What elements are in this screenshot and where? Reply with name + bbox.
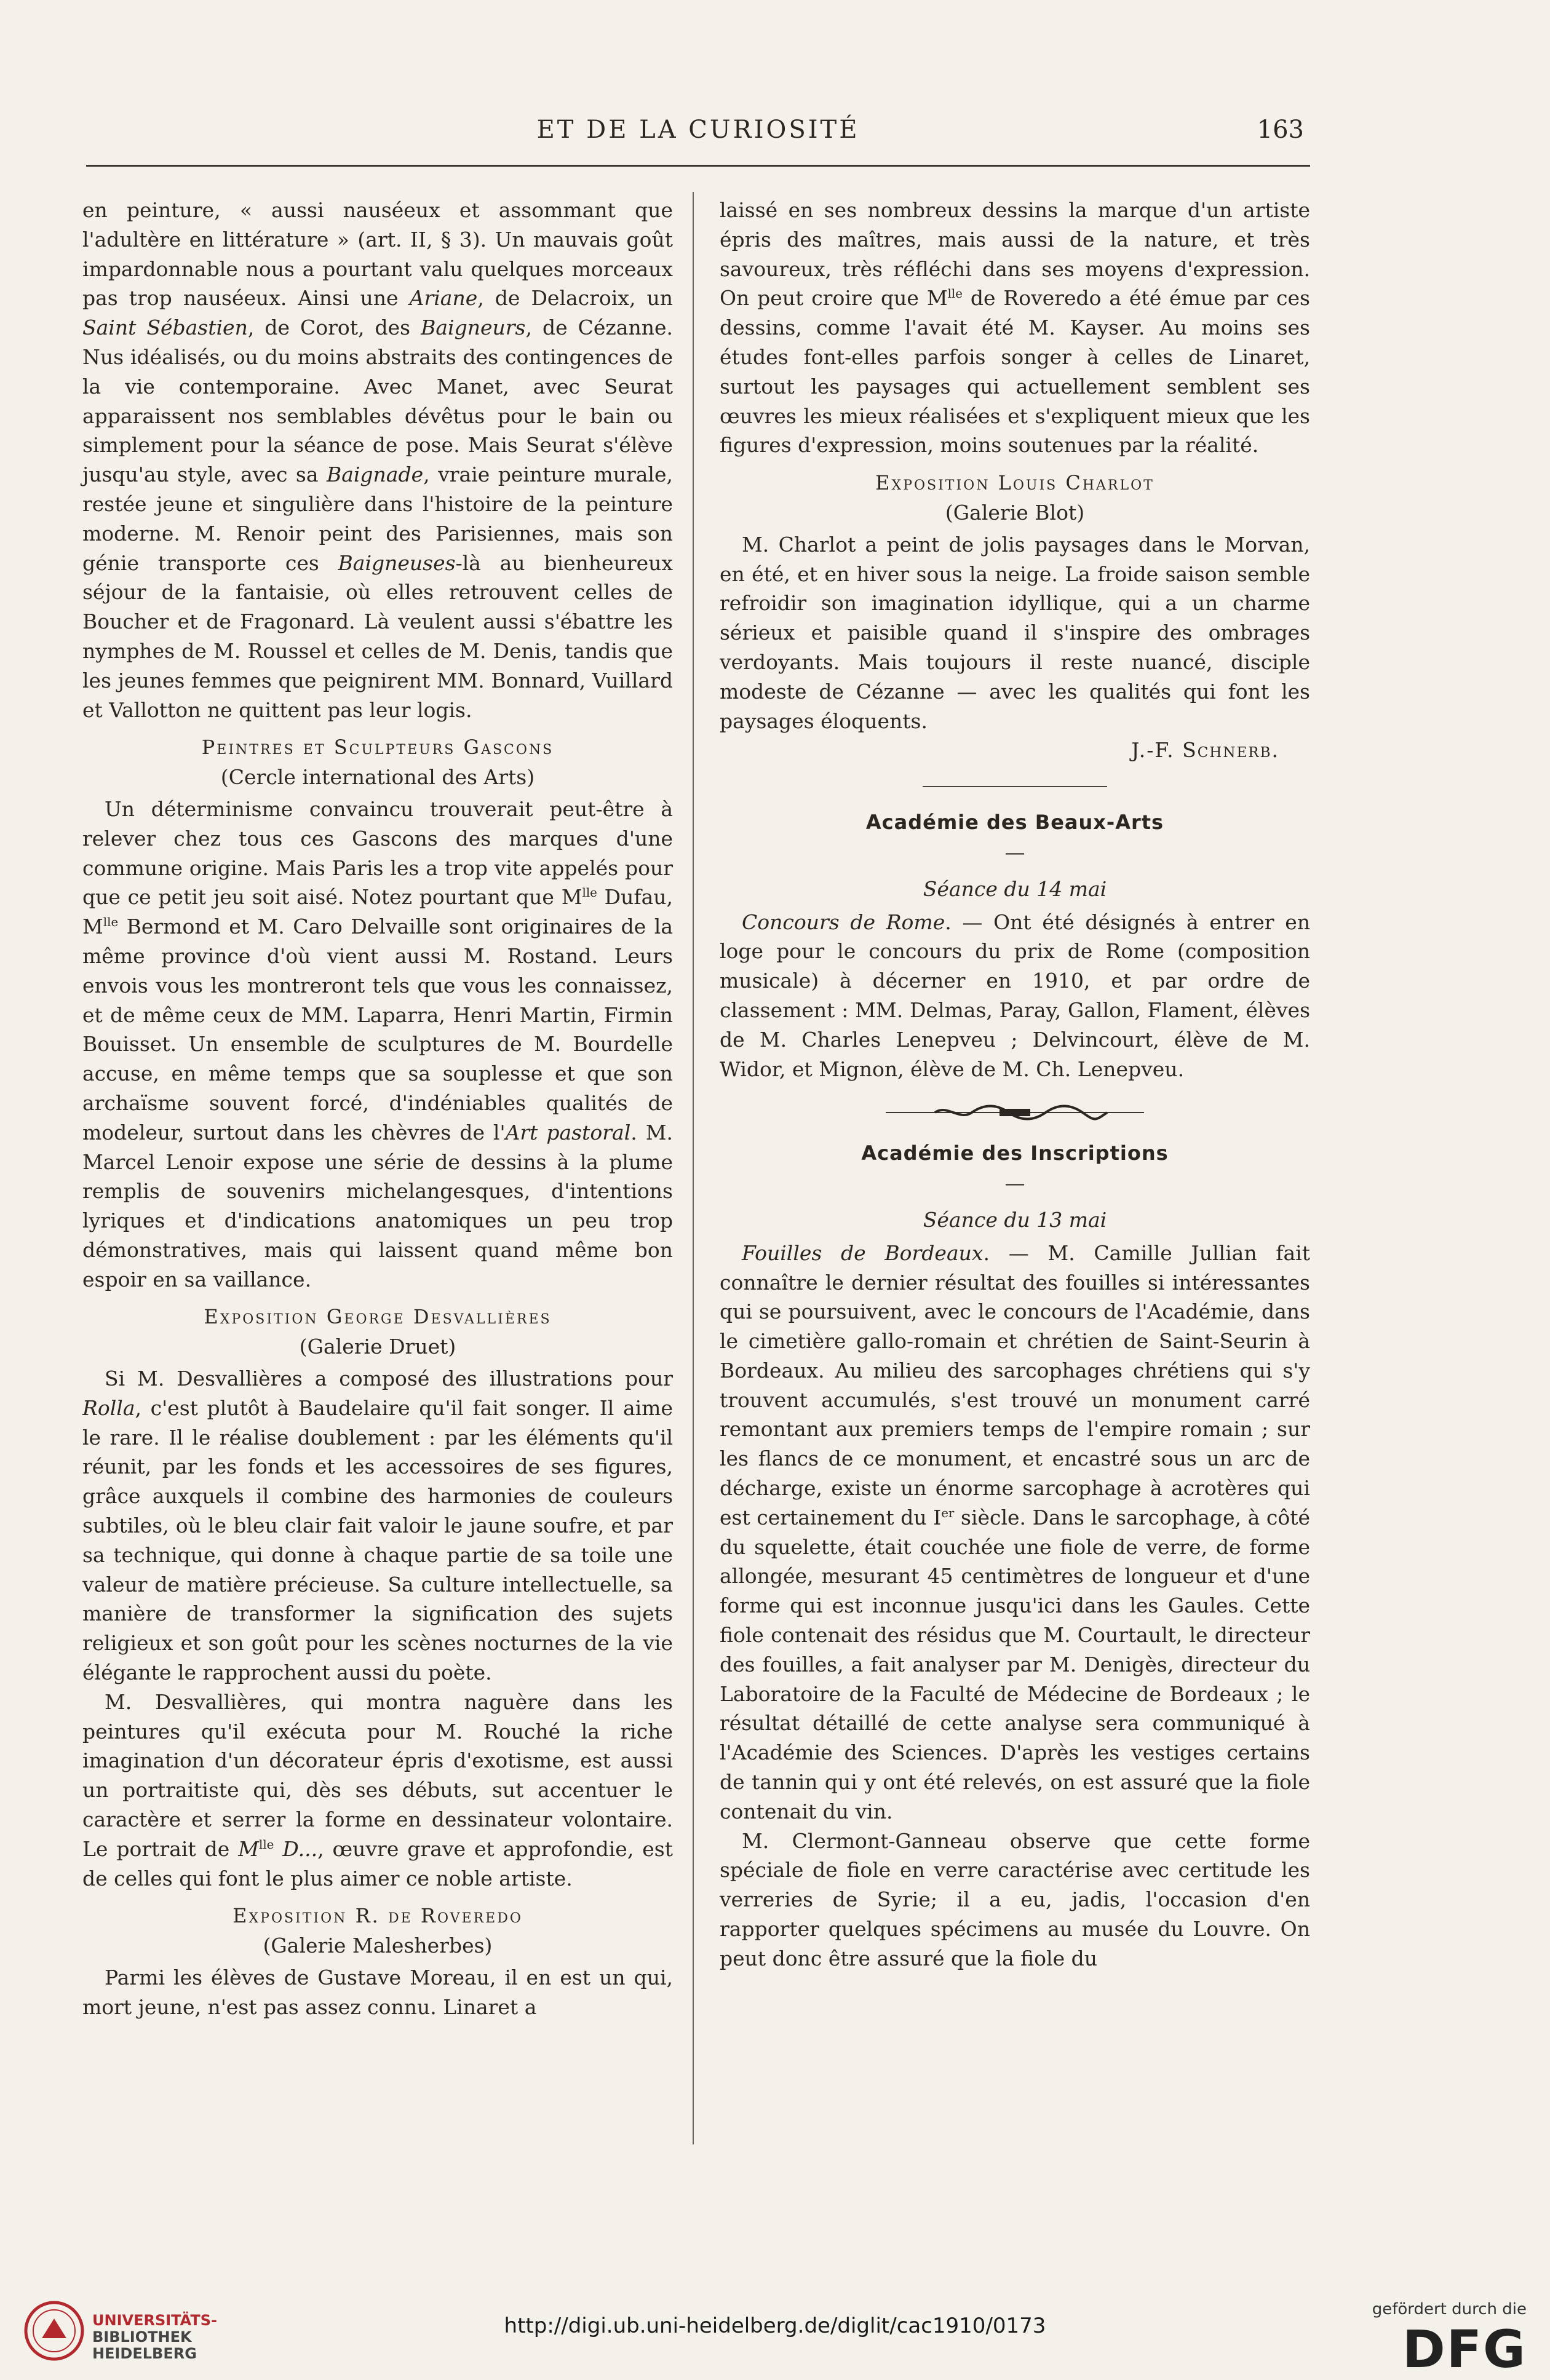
source-url-link[interactable]: http://digi.ub.uni-heidelberg.de/diglit/cac1910/0173: [504, 2314, 1046, 2338]
header-rule: [86, 165, 1310, 167]
session-heading: Séance du 13 mai: [923, 1207, 1107, 1232]
section-title: Académie des Beaux-Arts: [865, 811, 1164, 835]
right-column: [720, 196, 1310, 1973]
title-dash: —: [1004, 1171, 1025, 1196]
ornament-icon: [781, 1099, 1249, 1124]
section-subheading: (Galerie Druet): [299, 1335, 456, 1359]
section-heading: Exposition Louis Charlot: [875, 471, 1155, 495]
dfg-logo: DFG: [1402, 2319, 1527, 2379]
paragraph: en peinture, « aussi nauséeux et assommant que l'adultère en littérature » (art. II, § 3). Un mauvais goût impardonnable nous a pourtant valu quelques morceaux pas trop nauséeux. Ainsi une Ariane, de Delacroix, un Saint Sébastien, de Corot, des Baigneurs, de Cézanne. Nus idéalisés, ou du moins abstraits des contingences de la vie contemporaine. Avec Manet, avec Seurat apparaissent nos semblables dévêtus pour le bain ou simplement pour la séance de pose. Mais Seurat s'élève jusqu'au style, avec sa Baignade, vraie peinture murale, restée jeune et singulière dans l'histoire de la peinture moderne. M. Renoir peint des Parisiennes, mais son génie transporte ces Baigneuses-là au bienheureux séjour de la fantaisie, où elles retrouvent celles de Boucher et de Fragonard. Là veulent aussi s'ébattre les nymphes de M. Roussel et celles de M. Denis, tandis que les jeunes femmes que peignirent MM. Bonnard, Vuillard et Vallotton ne quittent pas leur logis.: [82, 198, 674, 722]
column-rule: [693, 192, 694, 2144]
paragraph: Si M. Desvallières a composé des illustrations pour Rolla, c'est plutôt à Baudelaire qu'il fait songer. Il aime le rare. Il le réalise doublement : par les éléments qu'il réunit, par les fonds et les accessoires de ses figures, grâce auxquels il combine des harmonies de couleurs subtiles, où le bleu clair fait valoir le jaune soufre, et par sa technique, qui donne à chaque partie de sa toile une valeur de matière précieuse. Sa culture intellectuelle, sa manière de transformer la signification des sujets religieux et son goût pour les scènes nocturnes de la vie élégante le rapprochent aussi du poète.: [82, 1367, 673, 1685]
section-heading: Peintres et Sculpteurs Gascons: [201, 736, 554, 760]
library-name: UNIVERSITÄTS- BIBLIOTHEK HEIDELBERG: [92, 2312, 218, 2362]
section-subheading: (Galerie Blot): [945, 500, 1085, 525]
page-footer: [0, 2275, 1550, 2380]
section-heading: Exposition R. de Roveredo: [232, 1904, 523, 1928]
left-column: [82, 196, 673, 2022]
running-title: ET DE LA CURIOSITÉ: [536, 116, 860, 144]
session-heading: Séance du 14 mai: [923, 876, 1107, 901]
title-dash: —: [1004, 839, 1025, 864]
section-subheading: (Cercle international des Arts): [220, 765, 535, 790]
separator-rule: [720, 765, 1310, 808]
paragraph: laissé en ses nombreux dessins la marque d'un artiste épris des maîtres, mais aussi de la nature, et très savoureux, très réfléchi dans ses moyens d'expression. On peut croire que $M^{lle}$ de Roveredo a été émue par ces dessins, comme l'avait été M. Kayser. Au moins ses études font-elles parfois songer à celles de Linaret, surtout les paysages qui actuellement semblent ses œuvres les mieux réalisées et s'expliquent mieux que les figures d'expression, moins soutenues par la réalité.: [720, 198, 1310, 458]
section-subheading: (Galerie Malesherbes): [263, 1934, 493, 1958]
page-header: [86, 111, 1310, 154]
funder-caption: gefördert durch die: [1372, 2300, 1527, 2319]
paragraph: Un déterminisme convaincu trouverait peut-être à relever chez tous ces Gascons des marques d'une commune origine. Mais Paris les a trop vite appelés pour que ce petit jeu soit aisé. Notez pourtant que $M^{lle}$ Dufau, $M^{lle}$ Bermond et M. Caro Delvaille sont originaires de la même province d'où vient aussi M. Rostand. Leurs envois vous les montreront tels que vous les connaissez, et de même ceux de MM. Laparra, Henri Martin, Firmin Bouisset. Un ensemble de sculptures de M. Bourdelle accuse, en même temps que sa souplesse et que son archaïsme souvent forcé, d'indéniables qualités de modeleur, surtout dans les chèvres de l'Art pastoral. M. Marcel Lenoir expose une série de dessins à la plume remplis de souvenirs michelangesques, d'intentions lyriques et d'indications anatomiques un peu trop démonstratives, mais qui laissent quand même bon espoir en sa vaillance.: [82, 796, 673, 1291]
paragraph: Concours de Rome. — Ont été désignés à entrer en loge pour le concours du prix de Rome (composition musicale) à décerner en 1910, et par ordre de classement : MM. Delmas, Paray, Gallon, Flament, élèves de M. Charles Lenepveu ; Delvincourt, élève de M. Widor, et Mignon, élève de M. Ch. Lenepveu.: [720, 910, 1310, 1081]
paragraph: M. Desvallières, qui montra naguère dans les peintures qu'il exécuta pour M. Rouché la riche imagination d'un décorateur épris d'exotisme, est aussi un portraitiste qui, dès ses débuts, sut accentuer le caractère et serrer la forme en dessinateur volontaire. Le portrait de $M^{lle}$ D..., œuvre grave et approfondie, est de celles qui font le plus aimer ce noble artiste.: [82, 1689, 673, 1890]
paragraph: M. Clermont-Ganneau observe que cette forme spéciale de fiole en verre caractérise avec certitude les verreries de Syrie; il a eu, jadis, l'occasion d'en rapporter quelques spécimens au musée du Louvre. On peut donc être assuré que la fiole du: [720, 1828, 1310, 1970]
section-title: Académie des Inscriptions: [861, 1141, 1169, 1165]
decorative-ornament: [720, 1084, 1310, 1139]
author-signature: J.-F. Schnerb.: [1131, 738, 1279, 763]
section-heading: Exposition George Desvallières: [204, 1305, 552, 1329]
paragraph: Parmi les élèves de Gustave Moreau, il en est un qui, mort jeune, n'est pas assez connu. Linaret a: [82, 1965, 673, 2019]
paragraph: M. Charlot a peint de jolis paysages dans le Morvan, en été, et en hiver sous la neige. La froide saison semble refroidir son imagination idyllique, qui a un charme sérieux et paisible quand il s'inspire des ombrages verdoyants. Mais toujours il reste nuancé, disciple modeste de Cézanne — avec les qualités qui font les paysages éloquents.: [720, 532, 1310, 733]
paragraph: Fouilles de Bordeaux. — M. Camille Jullian fait connaître le dernier résultat des fouilles si intéressantes qui se poursuivent, avec le concours de l'Académie, dans le cimetière gallo-romain et chrétien de Saint-Seurin à Bordeaux. Au milieu des sarcophages chrétiens qui s'y trouvent accumulés, s'est trouvé un monument carré remontant aux premiers temps de l'empire romain ; sur les flancs de ce monument, et encastré sous un arc de décharge, existe un énorme sarcophage à acrotères qui est certainement du Ier siècle. Dans le sarcophage, à côté du squelette, était couchée une fiole de verre, de forme allongée, mesurant 45 centimètres de longueur et d'une forme qui est inconnue jusqu'ici dans les Gaules. Cette fiole contenait des résidus que M. Courtault, le directeur des fouilles, a fait analyser par M. Denigès, directeur du Laboratoire de la Faculté de Médecine de Bordeaux ; le résultat détaillé de cette analyse sera communiqué à l'Académie des Sciences. D'après les vestiges certains de tannin qui y ont été relevés, on est assuré que la fiole contenait du vin.: [720, 1240, 1310, 1823]
page-number: 163: [1257, 116, 1304, 144]
